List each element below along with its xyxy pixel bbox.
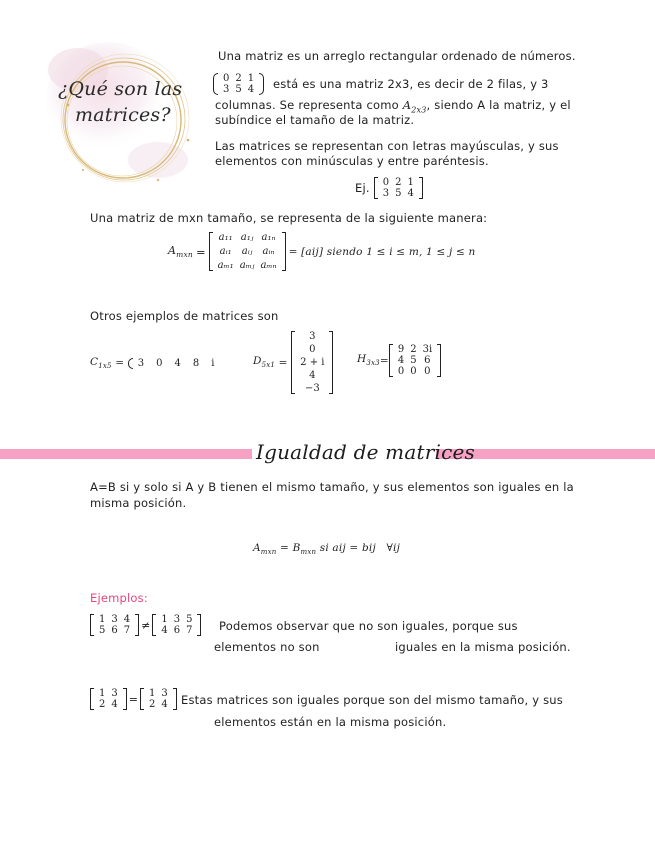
general-lhs-sub: mxn (176, 250, 193, 260)
matrix-cell: 6 (424, 355, 431, 366)
equal-sign: = (128, 692, 138, 706)
matrix-cell: 0 (309, 344, 316, 355)
intro-line-3-tail: , siendo A la matriz, y el (426, 98, 571, 112)
general-eq: = (195, 244, 206, 259)
matrix-grid (295, 331, 329, 394)
matrix-grid (218, 73, 259, 95)
matrix-cell: 3i (422, 344, 433, 355)
page-title-line1: ¿Qué son las (58, 78, 183, 100)
example-2-line-1: Estas matrices son iguales porque son del mismo tamaño, y sus (181, 693, 563, 707)
matrix-cell: aₘⱼ (239, 260, 255, 271)
matrix-cell: 2 (148, 699, 156, 710)
others-text: Otros ejemplos de matrices son (90, 309, 279, 323)
intro-line-1: Una matriz es un arreglo rectangular ordenado de números. (218, 49, 576, 63)
example-1-line-2a: elementos no son (214, 640, 320, 654)
matrix-grid (133, 358, 220, 369)
matrix-cell: 9 (397, 344, 405, 355)
matrix-cell: 4 (161, 699, 168, 710)
matrix-cell: aᵢₙ (262, 246, 275, 257)
matrix-cell: 1 (161, 614, 168, 625)
matrix-cell: 5 (235, 84, 242, 95)
matrix-cell: 5 (186, 614, 193, 625)
matrix-cell: 4 (161, 625, 168, 636)
matrix-cell: 8 (192, 357, 200, 369)
matrix-cell: 1 (247, 73, 255, 84)
matrix-c (90, 356, 224, 370)
not-equal-sign: ≠ (141, 618, 151, 632)
matrix-cell: a₁ₙ (261, 232, 276, 243)
matrix-cell: 3 (309, 331, 316, 342)
matrix-cell: 7 (123, 625, 131, 636)
formula-b: B (292, 542, 301, 554)
section-title: Igualdad de matrices (256, 440, 475, 464)
matrix-grid (94, 614, 135, 636)
matrix-cell: 4 (111, 699, 118, 710)
example-2-line-2: elementos están en la misma posición. (214, 715, 447, 729)
matrix-cell: 3 (161, 688, 168, 699)
matrix-cell: 1 (407, 177, 414, 188)
matrix-cell: 6 (111, 625, 118, 636)
example-2-matrices (90, 688, 177, 710)
matrix-cell: a₁₁ (218, 232, 233, 243)
general-formula (168, 232, 476, 271)
intro-line-5: Las matrices se representan con letras mayúsculas, y sus (215, 139, 559, 153)
examples-label: Ejemplos: (90, 591, 148, 605)
matrix-grid (144, 688, 173, 710)
matrix-cell: 0 (156, 357, 163, 369)
matrix-cell: a₁ⱼ (240, 232, 254, 243)
matrix-cell: aₘₙ (260, 260, 277, 271)
section-bar-left (0, 449, 252, 459)
matrix-cell: 2 (99, 699, 106, 710)
matrix-cell: 0 (424, 366, 431, 377)
matrix-cell: 1 (99, 688, 106, 699)
definition-line-2: misma posición. (90, 496, 187, 510)
matrix-symbol: A (402, 98, 412, 112)
general-text: Una matriz de mxn tamaño, se representa de la siguiente manera: (90, 211, 488, 225)
formula-eq: = (276, 542, 293, 554)
intro-line-4: subíndice el tamaño de la matriz. (215, 113, 415, 127)
matrix-cell: 2 (410, 344, 417, 355)
c-eq: = (111, 357, 128, 370)
general-lhs: A (168, 243, 177, 257)
d-subscript: 5x1 (261, 361, 276, 370)
matrix-cell: −3 (304, 383, 320, 394)
matrix-grid (393, 344, 437, 377)
page-title-line2: matrices? (75, 104, 171, 126)
c-subscript: 1x5 (98, 362, 112, 371)
matrix-cell: 5 (99, 625, 106, 636)
equality-formula (253, 542, 400, 556)
matrix-cell: 4 (309, 370, 316, 381)
ej-example (355, 177, 423, 199)
matrix-grid (378, 177, 419, 199)
d-symbol: D (253, 355, 262, 368)
matrix-cell: 4 (397, 355, 405, 366)
h-symbol: H (357, 353, 367, 366)
example-1-matrices (90, 614, 201, 636)
matrix-d (253, 331, 333, 394)
intro-line-2: está es una matriz 2x3, es decir de 2 filas, y 3 (273, 77, 549, 91)
example-1-line-1: Podemos observar que no son iguales, porque sus (219, 619, 518, 633)
matrix-cell: 0 (397, 366, 405, 377)
matrix-cell: 3 (382, 188, 390, 199)
intro-example-matrix (213, 73, 264, 95)
matrix-cell: 3 (111, 688, 118, 699)
matrix-cell: 3 (111, 614, 118, 625)
matrix-cell: i (211, 357, 215, 369)
matrix-cell: 2 (235, 73, 242, 84)
formula-a-sub: mxn (260, 548, 277, 557)
matrix-cell: 5 (395, 188, 402, 199)
matrix-cell: 2 + i (300, 357, 325, 368)
matrix-subscript: 2x3 (411, 105, 427, 115)
formula-tail: si aij = bij ∀ij (316, 542, 401, 554)
matrix-cell: 0 (410, 366, 417, 377)
intro-line-3 (215, 98, 571, 114)
formula-a: A (253, 542, 261, 554)
matrix-cell: 1 (99, 614, 106, 625)
matrix-cell: aᵢ₁ (219, 246, 232, 257)
matrix-cell: 4 (123, 614, 131, 625)
example-1-line-2b: iguales en la misma posición. (395, 640, 571, 654)
intro-line-3-text: columnas. Se representa como (215, 98, 403, 112)
formula-b-sub: mxn (300, 548, 317, 557)
d-eq: = (275, 356, 292, 369)
h-eq: = (379, 354, 389, 367)
matrix-cell: 4 (247, 84, 255, 95)
matrix-cell: aᵢⱼ (241, 246, 253, 257)
matrix-cell: 6 (173, 625, 181, 636)
general-rhs: = [aij] siendo 1 ≤ i ≤ m, 1 ≤ j ≤ n (288, 245, 476, 258)
c-symbol: C (90, 356, 99, 368)
matrix-cell: 0 (223, 73, 230, 84)
intro-line-6: elementos con minúsculas y entre paréntesis. (215, 154, 489, 168)
matrix-h (357, 344, 441, 377)
matrix-cell: 3 (137, 357, 145, 369)
h-subscript: 3x3 (366, 359, 380, 368)
matrix-cell: 1 (148, 688, 156, 699)
matrix-grid (94, 688, 123, 710)
matrix-grid (156, 614, 197, 636)
matrix-cell: 3 (173, 614, 181, 625)
matrix-cell: 0 (382, 177, 390, 188)
matrix-cell: 7 (186, 625, 193, 636)
matrix-cell: 3 (223, 84, 230, 95)
matrix-cell: 4 (407, 188, 414, 199)
matrix-cell: 5 (410, 355, 417, 366)
matrix-grid (213, 232, 282, 271)
definition-line-1: A=B si y solo si A y B tienen el mismo tamaño, y sus elementos son iguales en la (90, 480, 574, 494)
matrix-cell: 4 (174, 357, 181, 369)
matrix-cell: 2 (395, 177, 402, 188)
ej-label: Ej. (355, 181, 370, 195)
matrix-cell: aₘ₁ (217, 260, 234, 271)
